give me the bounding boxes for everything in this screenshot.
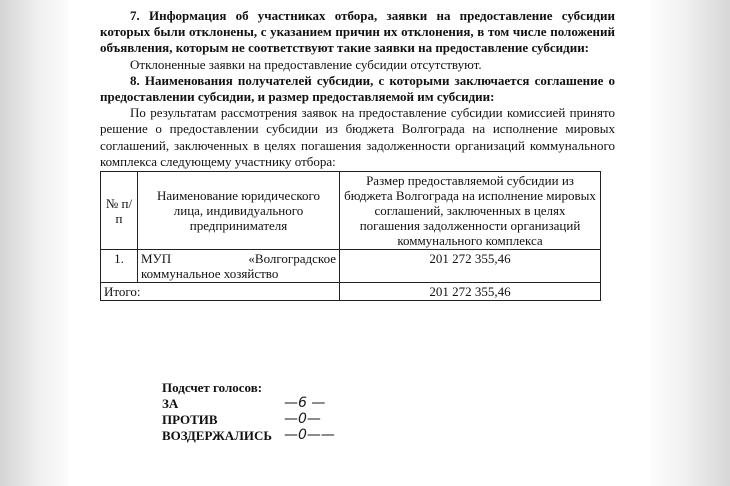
section-7-heading: 7. Информация об участниках отбора, заявки на предоставление субсидии которых были отклонены, с указанием причин их отклонения, в том числе положений объявления, которым не соответствуют такие заявки на предоставление субсидии:	[100, 8, 615, 56]
vote-title: Подсчет голосов:	[162, 380, 263, 395]
row-name: МУП «Волгоградское коммунальное хозяйство	[138, 250, 340, 283]
total-label: Итого:	[101, 283, 340, 301]
vote-label-against: ПРОТИВ	[162, 412, 218, 427]
scan-left-shadow	[0, 0, 68, 486]
vote-value-for: —6 —	[284, 395, 326, 411]
header-name: Наименование юридического лица, индивидуального предпринимателя	[138, 172, 340, 250]
vote-value-against: —0—	[284, 411, 321, 427]
document-page	[100, 8, 615, 486]
row-number: 1.	[101, 250, 138, 283]
vote-label-for: ЗА	[162, 396, 179, 411]
table-total-row	[101, 283, 601, 301]
recipients-table	[100, 171, 601, 301]
total-amount: 201 272 355,46	[340, 283, 601, 301]
vote-value-abstain: —0——	[284, 427, 335, 443]
vote-row-for	[162, 395, 326, 412]
header-amount: Размер предоставляемой субсидии из бюджета Волгограда на исполнение мировых соглашений, заключенных в целях погашения задолженности организаций коммунального комплекса	[340, 172, 601, 250]
section-8-heading: 8. Наименования получателей субсидии, с которыми заключается соглашение о предоставлении субсидии, и размер предоставляемой им субсидии:	[100, 72, 615, 105]
row-amount: 201 272 355,46	[340, 250, 601, 283]
table-row	[101, 250, 601, 283]
vote-count	[162, 380, 335, 444]
vote-row-against	[162, 411, 321, 428]
header-number: № п/п	[101, 172, 138, 250]
table-header-row	[101, 172, 601, 250]
vote-label-abstain: ВОЗДЕРЖАЛИСЬ	[162, 428, 272, 443]
scan-right-shadow	[650, 0, 730, 486]
vote-row-abstain	[162, 427, 335, 444]
section-8-text: По результатам рассмотрения заявок на предоставление субсидии комиссией принято решение о предоставлении субсидии из бюджета Волгограда на исполнение мировых соглашений, заключенных в целях погашения задолженности организаций коммунального комплекса следующему участнику отбора:	[100, 105, 615, 169]
section-7-text: Отклоненные заявки на предоставление субсидии отсутствуют.	[130, 56, 482, 72]
